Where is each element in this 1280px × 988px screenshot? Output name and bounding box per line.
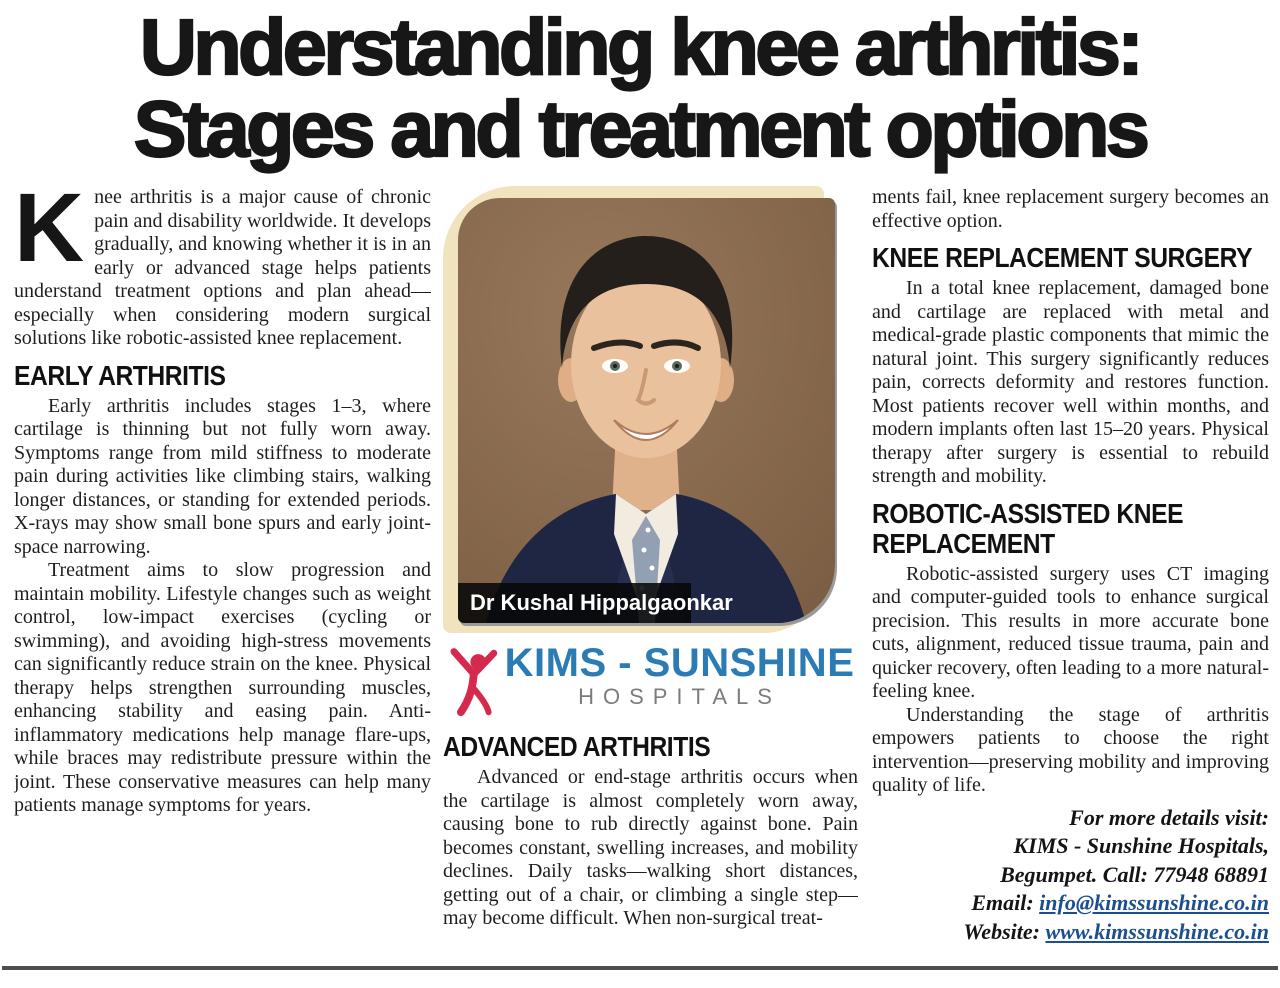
- doctor-photo: [458, 198, 835, 623]
- intro-text: nee arthritis is a major cause of chronic pain and disability worldwide. It develops gradually, and knowing whether it is in an early or advanced stage helps patients understand treatment options and plan ahead—especially when considering modern surgical solutions like robotic-assisted knee replacement.: [14, 186, 431, 349]
- bottom-rule: [2, 966, 1278, 970]
- contact-line-2: KIMS - Sunshine Hospitals,: [1013, 833, 1269, 858]
- robotic-heading: ROBOTIC-ASSISTED KNEE REPLACEMENT: [872, 497, 1184, 559]
- drop-cap: K: [14, 186, 85, 282]
- early-paragraph-2: Treatment aims to slow progression and maintain mobility. Lifestyle changes such as weight control, low-impact exercises (cycling or swimming), and avoiding high-stress movements can significantly reduce strain on the knee. Physical therapy helps strengthen surrounding muscles, enhancing stability and easing pain. Anti-inflammatory medications help manage flare-ups, while braces may redistribute pressure within the joint. These conservative measures can help many patients manage symptoms for years.: [14, 559, 431, 816]
- intro-paragraph: [14, 186, 431, 351]
- robotic-paragraph-1: Robotic-assisted surgery uses CT imaging and computer-guided tools to enhance surgical precision. This results in more accurate bone cuts, alignment, reduced tissue trauma, pain and quicker recovery, often leading to a more natural-feeling knee.: [872, 562, 1269, 702]
- middle-column: [443, 186, 858, 964]
- logo-text: [505, 642, 855, 710]
- logo-title: KIMS - SUNSHINE: [504, 641, 855, 685]
- knee-replacement-paragraph: In a total knee replacement, damaged bone and cartilage are replaced with metal and medical-grade plastic components that mimic the natural joint. This surgery significantly reduces pain, corrects deformity and restores function. Most patients recover well within months, and modern implants often last 15–20 years. Physical therapy after surgery is essential to rebuild strength and mobility.: [872, 277, 1269, 487]
- contact-block: [872, 804, 1269, 947]
- left-column: [14, 186, 431, 964]
- advanced-arthritis-heading: ADVANCED ARTHRITIS: [443, 731, 711, 762]
- advanced-paragraph: Advanced or end-stage arthritis occurs when the cartilage is almost completely worn away, causing bone to rub directly against bone. Pain becomes constant, swelling increases, and mobility declines. Daily tasks—walking short distances, getting out of a chair, or climbing a single step—may become difficult. When non-surgical treat-: [443, 766, 858, 929]
- logo-figure-icon: [447, 644, 499, 718]
- right-column: [872, 186, 1269, 964]
- hospital-logo: [443, 642, 858, 722]
- logo-subtitle: HOSPITALS: [578, 684, 781, 709]
- early-arthritis-heading: EARLY ARTHRITIS: [14, 359, 226, 391]
- knee-replacement-heading: KNEE REPLACEMENT SURGERY: [872, 242, 1253, 273]
- website-link[interactable]: www.kimssunshine.co.in: [1045, 918, 1269, 944]
- robotic-paragraph-2: Understanding the stage of arthritis empowers patients to choose the right intervention—preserving mobility and improving quality of life.: [872, 703, 1269, 796]
- doctor-portrait: [458, 198, 835, 623]
- contact-line-1: For more details visit:: [1069, 804, 1269, 830]
- early-paragraph-1: Early arthritis includes stages 1–3, where cartilage is thinning but not fully worn away. Symptoms range from mild stiffness to moderate pain during activities like climbing stairs, walking longer distances, or standing for extended periods. X-rays may show small bone spurs and early joint-space narrowing.: [14, 394, 431, 558]
- photo-caption: Dr Kushal Hippalgaonkar: [458, 583, 691, 623]
- contact-line-3: Begumpet. Call: 77948 68891: [1000, 861, 1269, 887]
- email-label: Email:: [971, 890, 1040, 915]
- headline-line-1: Understanding knee arthritis:: [139, 2, 1141, 91]
- headline-line-2: Stages and treatment options: [133, 84, 1147, 173]
- continuation-paragraph: ments fail, knee replacement surgery becomes an effective option.: [872, 186, 1269, 232]
- doctor-photo-block: [443, 186, 858, 634]
- website-label: Website:: [963, 918, 1046, 944]
- contact-email-line: [872, 889, 1269, 918]
- article-headline: [0, 2, 1280, 173]
- contact-website-line: [872, 918, 1269, 947]
- email-link[interactable]: info@kimssunshine.co.in: [1039, 890, 1269, 915]
